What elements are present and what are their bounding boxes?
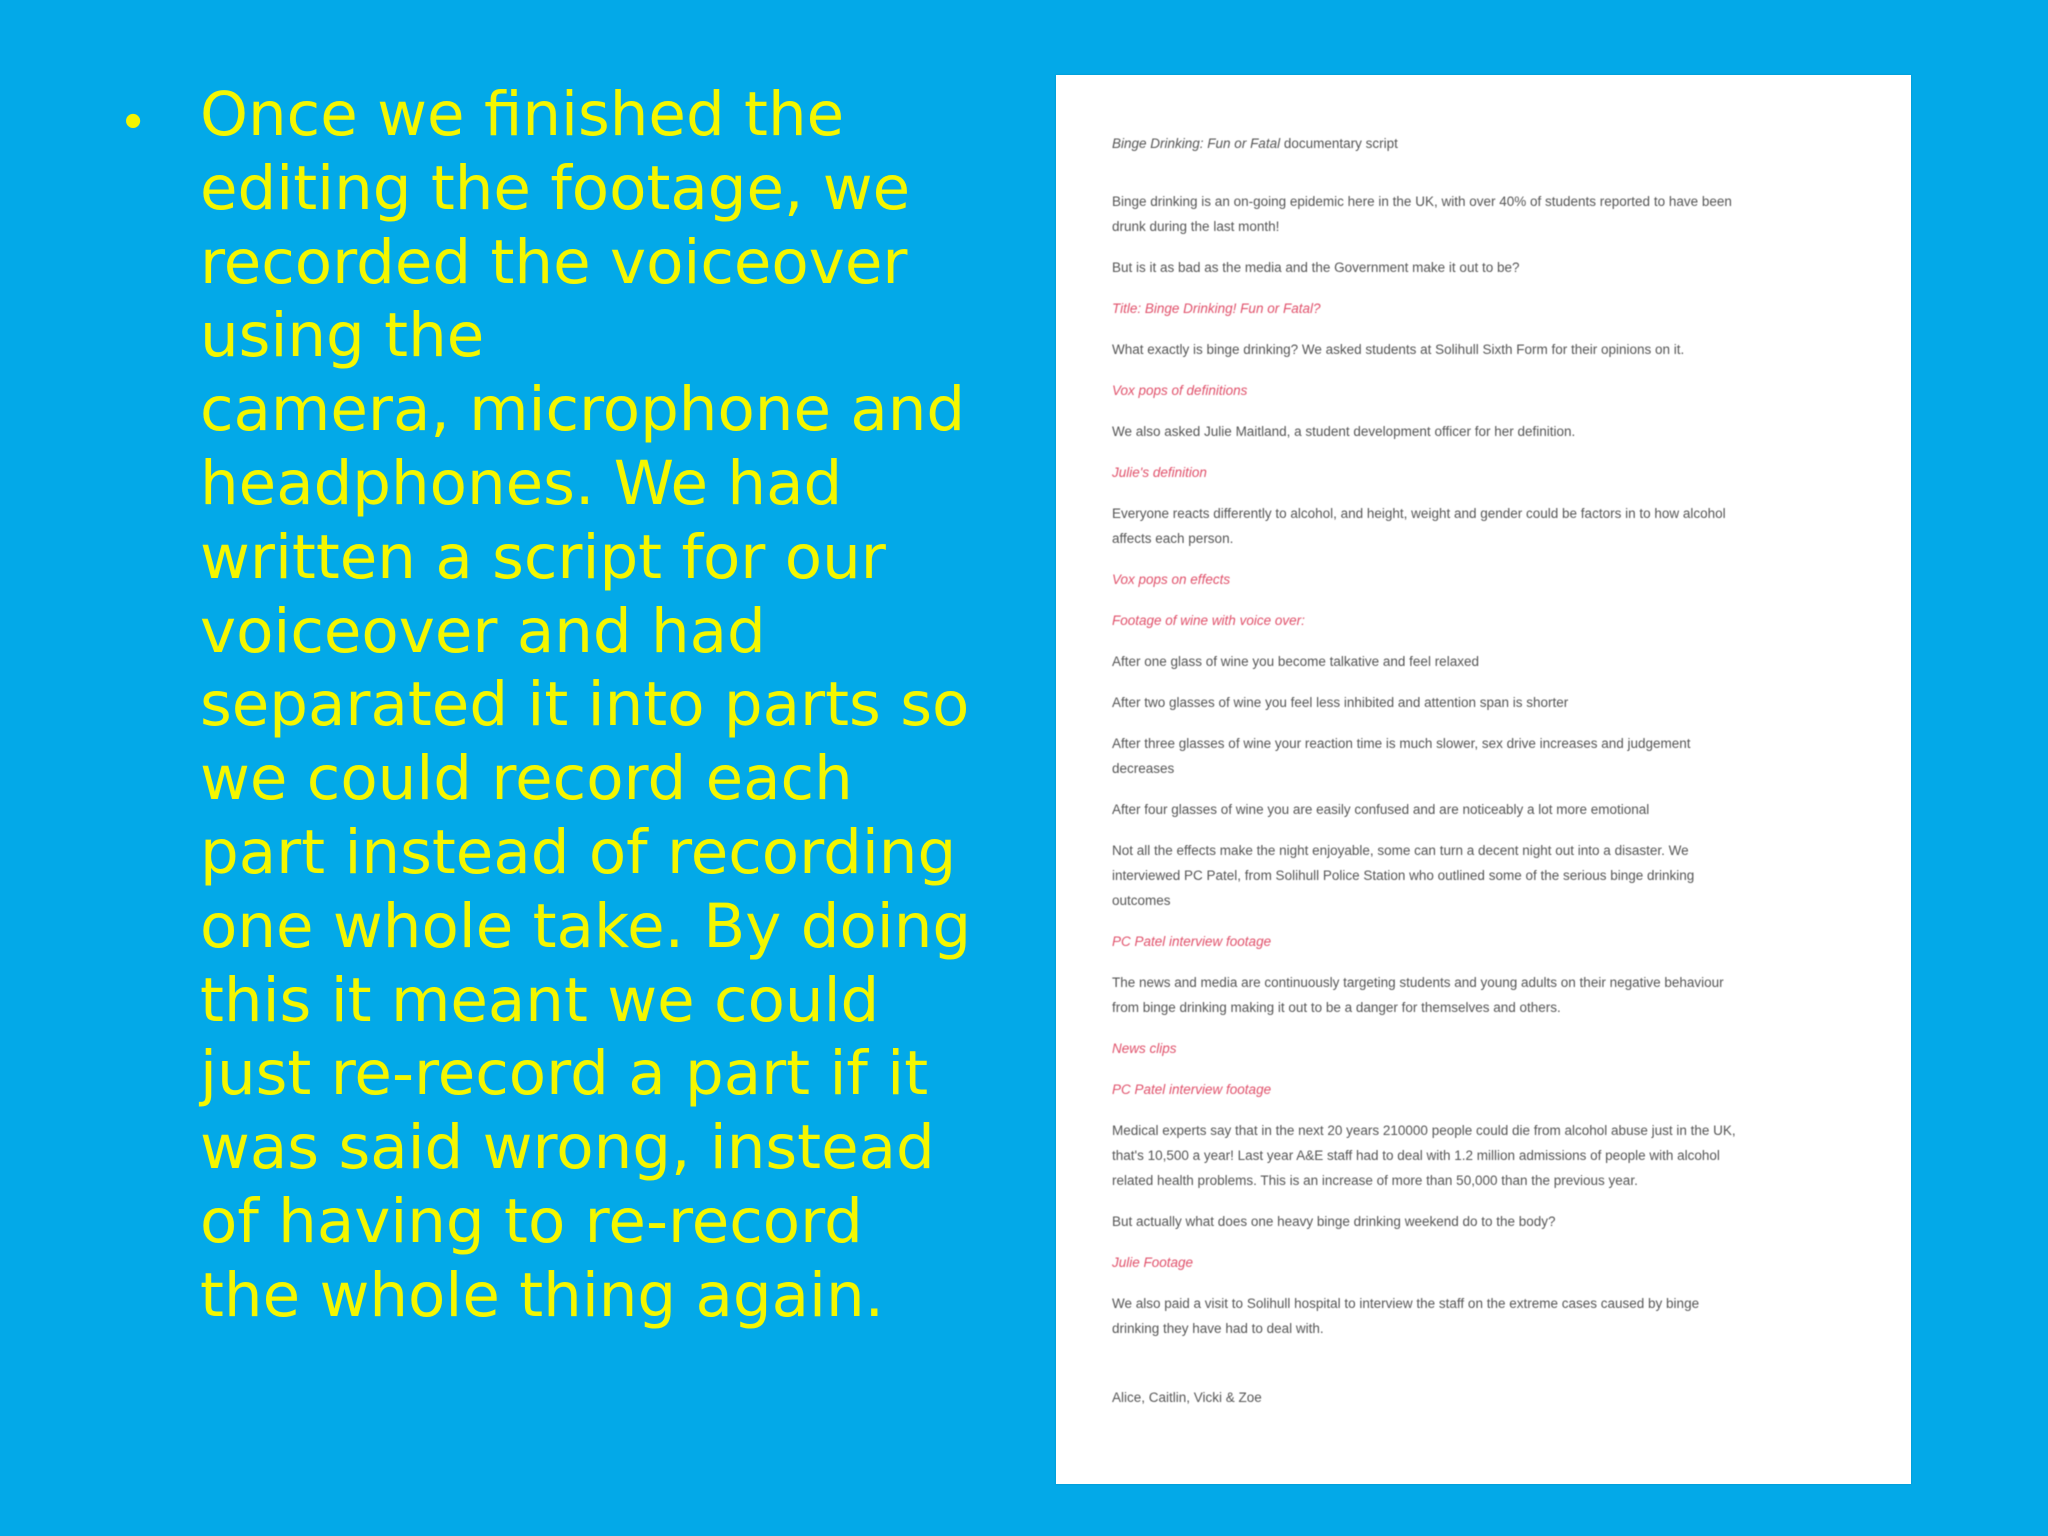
script-paragraph: After four glasses of wine you are easily confused and are noticeably a lot more emotional — [1112, 802, 1650, 817]
script-paragraph: After two glasses of wine you feel less inhibited and attention span is shorter — [1112, 695, 1569, 710]
script-direction: News clips — [1112, 1041, 1177, 1056]
script-paragraph: The news and media are continuously targeting students and young adults on their negative behaviour from binge drinking making it out to be a danger for themselves and others. — [1112, 975, 1724, 1015]
script-paragraph: But is it as bad as the media and the Government make it out to be? — [1112, 260, 1520, 275]
bullet-text: Once we finished the editing the footage, we recorded the voiceover using the camera, microphone and headphones. We had written a script for our voiceover and had separated it into parts so we could record each part instead of recording one whole take. By doing this it meant we could just re-record a part if it was said wrong, instead of having to re-record the whole thing again. — [200, 79, 972, 1331]
script-paragraph: Medical experts say that in the next 20 years 210000 people could die from alcohol abuse just in the UK, that's 10,500 a year! Last year A&E staff had to deal with 1.2 million admissions of people with alcohol related health problems. This is an increase of more than 50,000 than the previous year. — [1112, 1123, 1736, 1188]
script-paragraph: Not all the effects make the night enjoyable, some can turn a decent night out into a disaster. We interviewed PC Patel, from Solihull Police Station who outlined some of the serious binge drinking outcomes — [1112, 843, 1695, 908]
script-direction: Title: Binge Drinking! Fun or Fatal? — [1112, 301, 1321, 316]
script-direction: PC Patel interview footage — [1112, 934, 1272, 949]
script-paragraph: Everyone reacts differently to alcohol, and height, weight and gender could be factors in to how alcohol affects each person. — [1112, 506, 1726, 546]
script-paragraph: What exactly is binge drinking? We asked students at Solihull Sixth Form for their opinions on it. — [1112, 342, 1685, 357]
script-title-rest: documentary script — [1280, 136, 1398, 151]
bullet-icon: • — [124, 92, 143, 150]
script-paragraph: After one glass of wine you become talkative and feel relaxed — [1112, 654, 1479, 669]
script-paragraph: But actually what does one heavy binge drinking weekend do to the body? — [1112, 1214, 1556, 1229]
script-paragraph: We also paid a visit to Solihull hospital to interview the staff on the extreme cases caused by binge drinking they have had to deal with. — [1112, 1296, 1700, 1336]
script-paragraph: We also asked Julie Maitland, a student development officer for her definition. — [1112, 424, 1576, 439]
script-paragraph: Binge drinking is an on-going epidemic here in the UK, with over 40% of students reported to have been drunk during the last month! — [1112, 194, 1732, 234]
script-direction: PC Patel interview footage — [1112, 1082, 1272, 1097]
script-direction: Julie Footage — [1112, 1255, 1194, 1270]
script-title — [1112, 131, 1872, 156]
script-lines — [1112, 189, 1872, 1341]
script-title-italic: Binge Drinking: Fun or Fatal — [1112, 136, 1281, 151]
script-direction: Julie's definition — [1112, 465, 1207, 480]
script-signoff: Alice, Caitlin, Vicki & Zoe — [1112, 1390, 1262, 1405]
script-direction: Vox pops on effects — [1112, 572, 1231, 587]
script-document — [1112, 131, 1872, 1410]
script-document-image — [1056, 75, 1911, 1484]
script-paragraph: After three glasses of wine your reaction time is much slower, sex drive increases and judgement decreases — [1112, 736, 1691, 776]
script-direction: Vox pops of definitions — [1112, 383, 1248, 398]
script-direction: Footage of wine with voice over: — [1112, 613, 1305, 628]
